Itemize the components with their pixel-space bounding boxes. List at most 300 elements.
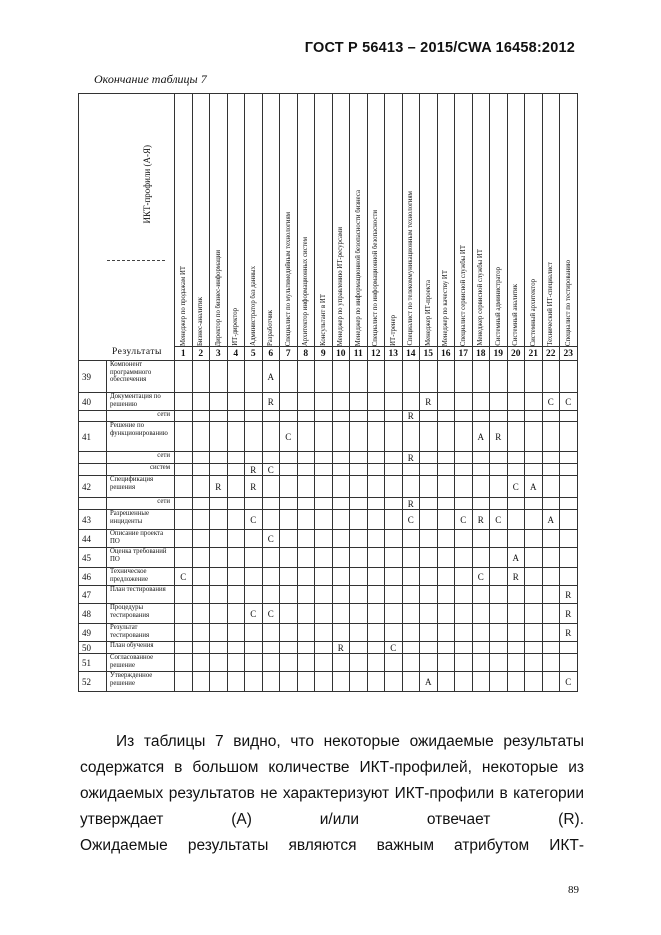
role-cell: C — [262, 530, 280, 548]
profiles-results-table — [78, 93, 578, 692]
role-cell — [297, 548, 315, 568]
column-number: 2 — [192, 347, 210, 361]
role-cell — [437, 393, 455, 411]
role-cell — [297, 530, 315, 548]
role-cell — [437, 411, 455, 422]
role-cell — [542, 411, 560, 422]
role-cell — [490, 568, 508, 586]
role-cell — [402, 672, 420, 692]
role-cell — [542, 672, 560, 692]
role-cell — [262, 654, 280, 672]
row-result-label: Согласованное решение — [107, 654, 175, 672]
role-cell — [507, 530, 525, 548]
column-header-profile — [455, 94, 473, 347]
role-cell — [490, 672, 508, 692]
row-result-label: Спецификация решения — [107, 476, 175, 498]
role-cell — [315, 530, 333, 548]
role-cell: R — [490, 422, 508, 452]
role-cell — [385, 452, 403, 464]
role-cell — [175, 510, 193, 530]
role-cell: C — [280, 422, 298, 452]
role-cell — [210, 604, 228, 624]
role-cell — [420, 642, 438, 654]
role-cell — [367, 452, 385, 464]
row-result-label: Оценка требований ПО — [107, 548, 175, 568]
table-row — [79, 476, 578, 498]
role-cell — [542, 568, 560, 586]
role-cell — [402, 654, 420, 672]
column-number: 4 — [227, 347, 245, 361]
role-cell — [367, 654, 385, 672]
role-cell — [297, 476, 315, 498]
row-result-label: Утвержденное решение — [107, 672, 175, 692]
table-row — [79, 393, 578, 411]
column-number: 19 — [490, 347, 508, 361]
role-cell — [385, 361, 403, 393]
table-row — [79, 624, 578, 642]
row-result-label: Описание проекта ПО — [107, 530, 175, 548]
role-cell: C — [560, 393, 578, 411]
role-cell — [367, 361, 385, 393]
role-cell — [210, 642, 228, 654]
row-result-label: План обучения — [107, 642, 175, 654]
role-cell: C — [402, 510, 420, 530]
role-cell — [367, 464, 385, 476]
role-cell: A — [262, 361, 280, 393]
role-cell: R — [245, 476, 263, 498]
role-cell: A — [420, 672, 438, 692]
role-cell — [350, 548, 368, 568]
role-cell — [350, 476, 368, 498]
role-cell — [297, 642, 315, 654]
table-row — [79, 548, 578, 568]
role-cell — [507, 393, 525, 411]
role-cell — [350, 411, 368, 422]
role-cell — [455, 476, 473, 498]
role-cell — [472, 530, 490, 548]
role-cell — [192, 393, 210, 411]
role-cell — [437, 530, 455, 548]
role-cell — [227, 510, 245, 530]
paragraph-line: Из таблицы 7 видно, что некоторые ожидаемые результаты — [116, 733, 584, 750]
role-cell — [525, 672, 543, 692]
role-cell — [227, 530, 245, 548]
role-cell — [507, 422, 525, 452]
role-cell — [367, 411, 385, 422]
role-cell — [385, 568, 403, 586]
role-cell — [542, 464, 560, 476]
column-header-profile — [560, 94, 578, 347]
role-cell — [192, 604, 210, 624]
role-cell — [560, 422, 578, 452]
column-number: 6 — [262, 347, 280, 361]
role-cell: A — [542, 510, 560, 530]
role-cell — [385, 586, 403, 604]
role-cell — [402, 464, 420, 476]
role-cell — [245, 654, 263, 672]
row-number — [79, 411, 107, 422]
role-cell — [192, 422, 210, 452]
row-result-label: Техническое предложение — [107, 568, 175, 586]
role-cell: C — [175, 568, 193, 586]
table-row — [79, 361, 578, 393]
role-cell — [175, 411, 193, 422]
row-number: 48 — [79, 604, 107, 624]
column-header-profile — [227, 94, 245, 347]
row-number: 39 — [79, 361, 107, 393]
table-row — [79, 642, 578, 654]
role-cell — [455, 464, 473, 476]
role-cell — [210, 422, 228, 452]
role-cell — [332, 530, 350, 548]
role-cell: R — [402, 411, 420, 422]
role-cell — [332, 568, 350, 586]
role-cell: R — [262, 393, 280, 411]
role-cell — [227, 568, 245, 586]
role-cell — [525, 530, 543, 548]
role-cell — [525, 548, 543, 568]
role-cell — [175, 642, 193, 654]
role-cell — [245, 393, 263, 411]
role-cell: C — [560, 672, 578, 692]
role-cell — [262, 568, 280, 586]
role-cell — [402, 530, 420, 548]
role-cell — [560, 411, 578, 422]
column-header-label: Директор по бизнес-информации — [214, 249, 222, 346]
role-cell — [385, 498, 403, 510]
role-cell — [437, 624, 455, 642]
role-cell — [175, 654, 193, 672]
role-cell — [385, 548, 403, 568]
role-cell — [280, 411, 298, 422]
role-cell — [542, 604, 560, 624]
role-cell — [525, 393, 543, 411]
role-cell — [350, 568, 368, 586]
role-cell: C — [507, 476, 525, 498]
role-cell — [350, 530, 368, 548]
column-header-label: Менеджер ИТ-проекта — [424, 280, 432, 346]
column-header-profile — [420, 94, 438, 347]
role-cell — [542, 530, 560, 548]
role-cell — [490, 393, 508, 411]
role-cell — [402, 476, 420, 498]
role-cell — [350, 654, 368, 672]
role-cell — [280, 452, 298, 464]
role-cell — [297, 393, 315, 411]
column-number: 10 — [332, 347, 350, 361]
role-cell — [437, 548, 455, 568]
row-number: 44 — [79, 530, 107, 548]
role-cell — [455, 361, 473, 393]
role-cell — [490, 548, 508, 568]
role-cell — [560, 548, 578, 568]
role-cell — [350, 510, 368, 530]
role-cell — [420, 586, 438, 604]
role-cell — [245, 452, 263, 464]
table-row — [79, 464, 578, 476]
table-row — [79, 498, 578, 510]
role-cell — [210, 393, 228, 411]
role-cell — [297, 498, 315, 510]
role-cell — [210, 510, 228, 530]
role-cell — [560, 568, 578, 586]
role-cell — [262, 476, 280, 498]
role-cell — [280, 654, 298, 672]
role-cell — [297, 604, 315, 624]
role-cell — [472, 548, 490, 568]
role-cell — [210, 654, 228, 672]
role-cell — [455, 624, 473, 642]
column-header-label: Технический ИТ-специалист — [547, 262, 555, 346]
corner-divider — [107, 260, 165, 261]
role-cell — [192, 568, 210, 586]
column-number: 20 — [507, 347, 525, 361]
role-cell: C — [455, 510, 473, 530]
role-cell — [367, 476, 385, 498]
role-cell — [525, 510, 543, 530]
role-cell — [385, 476, 403, 498]
column-header-label: Менеджер по продажам ИТ — [179, 266, 187, 346]
role-cell — [175, 586, 193, 604]
role-cell — [332, 422, 350, 452]
role-cell — [210, 624, 228, 642]
role-cell — [350, 393, 368, 411]
role-cell — [192, 530, 210, 548]
role-cell — [385, 672, 403, 692]
role-cell — [210, 586, 228, 604]
corner-profiles-label: ИКТ-профили (А-Я) — [142, 145, 152, 224]
role-cell — [350, 361, 368, 393]
role-cell — [245, 530, 263, 548]
role-cell — [507, 654, 525, 672]
role-cell — [315, 604, 333, 624]
role-cell — [490, 654, 508, 672]
role-cell — [490, 361, 508, 393]
role-cell — [525, 642, 543, 654]
role-cell — [420, 510, 438, 530]
role-cell — [262, 422, 280, 452]
role-cell — [297, 624, 315, 642]
column-number: 1 — [175, 347, 193, 361]
role-cell — [210, 548, 228, 568]
role-cell — [385, 604, 403, 624]
role-cell — [472, 642, 490, 654]
role-cell — [542, 654, 560, 672]
role-cell — [227, 624, 245, 642]
role-cell — [315, 411, 333, 422]
column-number: 15 — [420, 347, 438, 361]
role-cell: R — [402, 498, 420, 510]
table-row — [79, 672, 578, 692]
role-cell — [455, 530, 473, 548]
role-cell — [507, 586, 525, 604]
column-number: 14 — [402, 347, 420, 361]
role-cell: R — [507, 568, 525, 586]
role-cell — [525, 654, 543, 672]
role-cell — [560, 498, 578, 510]
row-result-label: Результат тестирования — [107, 624, 175, 642]
role-cell — [227, 654, 245, 672]
role-cell — [367, 624, 385, 642]
role-cell — [280, 604, 298, 624]
role-cell — [350, 452, 368, 464]
document-header: ГОСТ Р 56413 – 2015/CWA 16458:2012 — [304, 40, 575, 56]
role-cell — [385, 411, 403, 422]
column-number: 16 — [437, 347, 455, 361]
row-number: 40 — [79, 393, 107, 411]
role-cell — [315, 568, 333, 586]
role-cell — [280, 568, 298, 586]
role-cell — [472, 624, 490, 642]
role-cell — [367, 548, 385, 568]
role-cell — [175, 476, 193, 498]
role-cell — [175, 422, 193, 452]
column-header-label: Менеджер по информационной безопасности бизнеса — [354, 189, 362, 346]
role-cell — [367, 672, 385, 692]
role-cell — [210, 672, 228, 692]
role-cell — [297, 568, 315, 586]
row-result-label: сети — [107, 498, 175, 510]
role-cell — [332, 510, 350, 530]
row-number — [79, 464, 107, 476]
role-cell — [420, 361, 438, 393]
column-header-profile — [437, 94, 455, 347]
role-cell — [402, 624, 420, 642]
role-cell — [385, 510, 403, 530]
column-number: 23 — [560, 347, 578, 361]
column-header-profile — [542, 94, 560, 347]
role-cell — [297, 361, 315, 393]
role-cell — [525, 604, 543, 624]
role-cell — [175, 548, 193, 568]
role-cell — [297, 654, 315, 672]
role-cell — [367, 604, 385, 624]
role-cell — [315, 654, 333, 672]
role-cell — [560, 361, 578, 393]
role-cell — [192, 548, 210, 568]
role-cell — [332, 476, 350, 498]
role-cell — [560, 510, 578, 530]
role-cell — [227, 548, 245, 568]
role-cell — [315, 624, 333, 642]
role-cell — [280, 510, 298, 530]
column-header-label: Системный администратор — [494, 267, 502, 346]
role-cell — [245, 642, 263, 654]
row-result-label: Решение по функционированию — [107, 422, 175, 452]
role-cell — [437, 672, 455, 692]
column-header-profile — [297, 94, 315, 347]
role-cell — [332, 604, 350, 624]
role-cell — [455, 422, 473, 452]
role-cell — [367, 498, 385, 510]
row-result-label: Процедуры тестирования — [107, 604, 175, 624]
column-header-label: Администратор баз данных — [249, 266, 257, 346]
role-cell — [280, 586, 298, 604]
role-cell — [367, 586, 385, 604]
role-cell — [490, 642, 508, 654]
role-cell — [227, 586, 245, 604]
row-number: 46 — [79, 568, 107, 586]
role-cell — [262, 672, 280, 692]
role-cell — [507, 642, 525, 654]
role-cell — [560, 654, 578, 672]
role-cell: C — [490, 510, 508, 530]
role-cell — [262, 510, 280, 530]
role-cell — [385, 422, 403, 452]
role-cell — [350, 464, 368, 476]
column-number: 17 — [455, 347, 473, 361]
column-header-profile — [472, 94, 490, 347]
role-cell — [297, 411, 315, 422]
role-cell — [420, 422, 438, 452]
role-cell — [560, 464, 578, 476]
role-cell — [192, 361, 210, 393]
role-cell — [507, 411, 525, 422]
role-cell: R — [332, 642, 350, 654]
role-cell — [542, 452, 560, 464]
role-cell — [420, 476, 438, 498]
column-header-label: ИТ-директор — [232, 308, 240, 346]
role-cell — [332, 361, 350, 393]
table-row — [79, 452, 578, 464]
role-cell — [192, 624, 210, 642]
role-cell — [402, 568, 420, 586]
role-cell: C — [472, 568, 490, 586]
role-cell — [490, 586, 508, 604]
role-cell — [455, 654, 473, 672]
role-cell — [332, 411, 350, 422]
column-header-label: Бизнес-аналитик — [197, 297, 205, 346]
role-cell — [560, 476, 578, 498]
role-cell — [227, 476, 245, 498]
role-cell — [525, 586, 543, 604]
role-cell — [455, 452, 473, 464]
role-cell — [280, 530, 298, 548]
column-header-profile — [367, 94, 385, 347]
role-cell — [507, 510, 525, 530]
role-cell — [367, 530, 385, 548]
role-cell — [472, 452, 490, 464]
role-cell — [192, 510, 210, 530]
role-cell — [245, 548, 263, 568]
role-cell — [455, 568, 473, 586]
row-number: 47 — [79, 586, 107, 604]
paragraph-line: ожидаемых результатов не характеризуют ИКТ-профили в категории — [80, 785, 584, 802]
role-cell — [227, 411, 245, 422]
column-header-label: Разработчик — [267, 310, 275, 346]
role-cell — [192, 411, 210, 422]
role-cell — [437, 604, 455, 624]
role-cell — [245, 498, 263, 510]
role-cell — [262, 548, 280, 568]
role-cell: C — [262, 604, 280, 624]
role-cell: R — [402, 452, 420, 464]
paragraph-line: утверждает (А) и/или отвечает (R). — [80, 811, 584, 828]
role-cell — [297, 422, 315, 452]
role-cell — [175, 604, 193, 624]
role-cell — [525, 452, 543, 464]
role-cell — [507, 452, 525, 464]
role-cell — [175, 498, 193, 510]
column-header-label: Специалист сервисной службы ИТ — [459, 244, 467, 346]
column-header-label: Менеджер сервисной службы ИТ — [477, 249, 485, 346]
table-row — [79, 586, 578, 604]
role-cell — [192, 642, 210, 654]
role-cell — [227, 672, 245, 692]
role-cell — [455, 393, 473, 411]
role-cell: C — [542, 393, 560, 411]
role-cell — [245, 586, 263, 604]
